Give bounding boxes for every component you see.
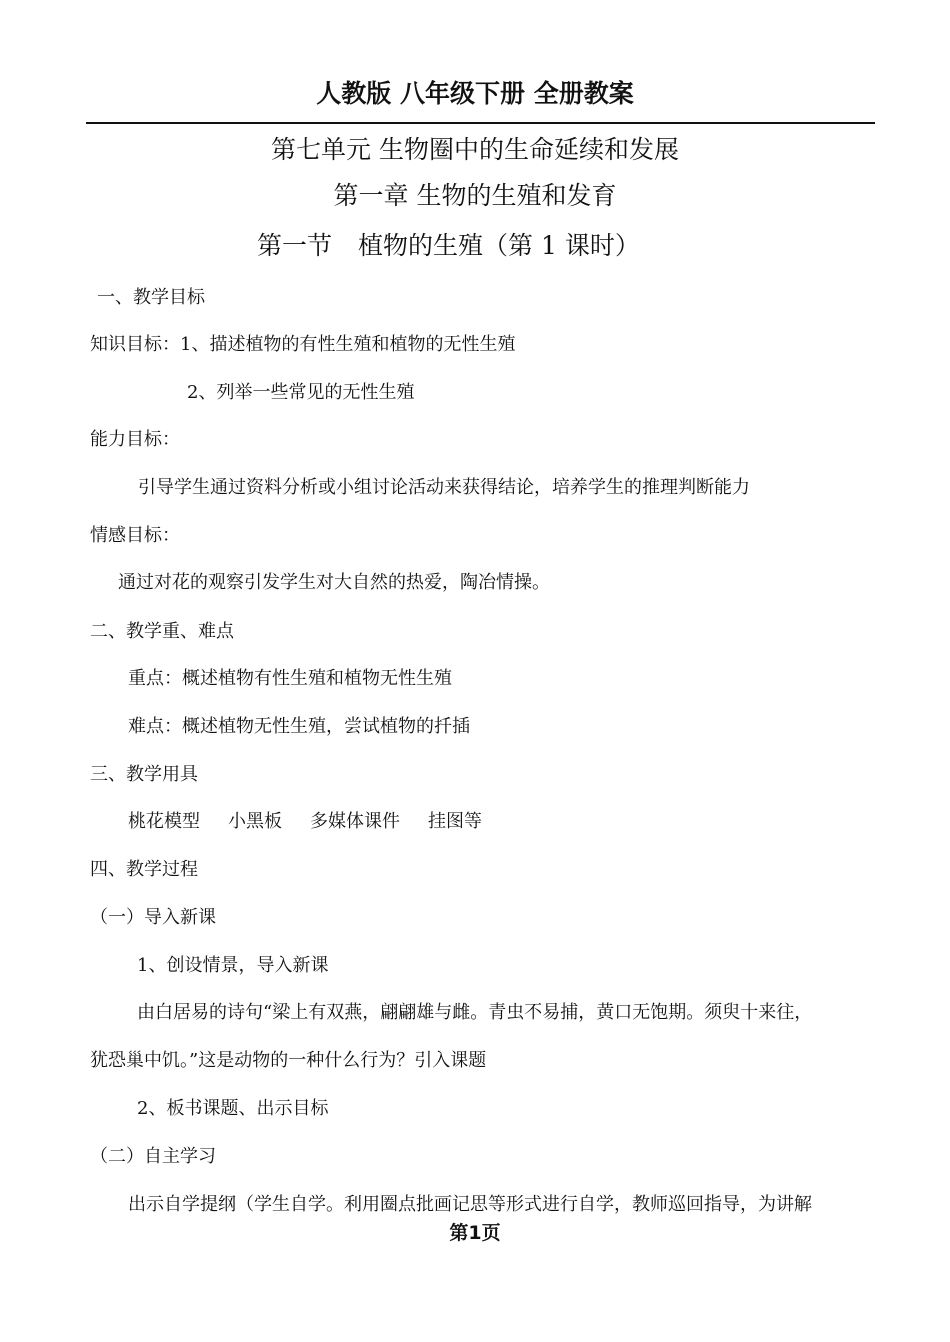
list-item: 小黑板 <box>228 811 282 832</box>
header-divider <box>86 122 875 124</box>
emotion-text: 通过对花的观察引发学生对大自然的热爱，陶冶情操。 <box>118 572 550 593</box>
document-header-title: 人教版 八年级下册 全册教案 <box>316 79 634 108</box>
ability-label: 能力目标： <box>90 429 180 450</box>
knowledge-goal-2: 2、列举一些常见的无性生殖 <box>187 382 415 403</box>
tools-list <box>128 807 510 833</box>
intro-step-1: 1、创设情景，导入新课 <box>137 955 329 976</box>
poem-line-2: 犹恐巢中饥。”这是动物的一种什么行为？引入课题 <box>90 1050 487 1071</box>
list-item: 挂图等 <box>428 811 482 832</box>
unit-title: 第七单元 生物圈中的生命延续和发展 <box>271 135 679 164</box>
self-study-heading: （二）自主学习 <box>90 1146 216 1167</box>
section-number: 第一节 <box>257 231 333 260</box>
key-heading: 二、教学重、难点 <box>90 621 234 642</box>
list-item: 桃花模型 <box>128 811 200 832</box>
poem-line-1: 由白居易的诗句“梁上有双燕，翩翩雄与雌。青虫不易捕，黄口无饱期。须臾十来往， <box>137 1002 813 1023</box>
list-item: 多媒体课件 <box>310 811 400 832</box>
difficult-point: 难点：概述植物无性生殖，尝试植物的扦插 <box>128 716 470 737</box>
section-name: 植物的生殖（第 1 课时） <box>358 231 640 260</box>
emotion-label: 情感目标： <box>90 525 180 546</box>
knowledge-goal-1: 知识目标：1、描述植物的有性生殖和植物的无性生殖 <box>90 334 516 355</box>
page-number: 第1页 <box>449 1222 501 1244</box>
intro-heading: （一）导入新课 <box>90 907 216 928</box>
key-point: 重点：概述植物有性生殖和植物无性生殖 <box>128 668 452 689</box>
self-study-text: 出示自学提纲（学生自学。利用圈点批画记思等形式进行自学，教师巡回指导，为讲解 <box>128 1194 812 1215</box>
chapter-title: 第一章 生物的生殖和发育 <box>333 181 617 210</box>
process-heading: 四、教学过程 <box>90 859 198 880</box>
section-title <box>257 226 640 262</box>
goals-heading: 一、教学目标 <box>97 287 205 308</box>
intro-step-2: 2、板书课题、出示目标 <box>137 1098 329 1119</box>
tools-heading: 三、教学用具 <box>90 764 198 785</box>
ability-text: 引导学生通过资料分析或小组讨论活动来获得结论，培养学生的推理判断能力 <box>138 477 750 498</box>
